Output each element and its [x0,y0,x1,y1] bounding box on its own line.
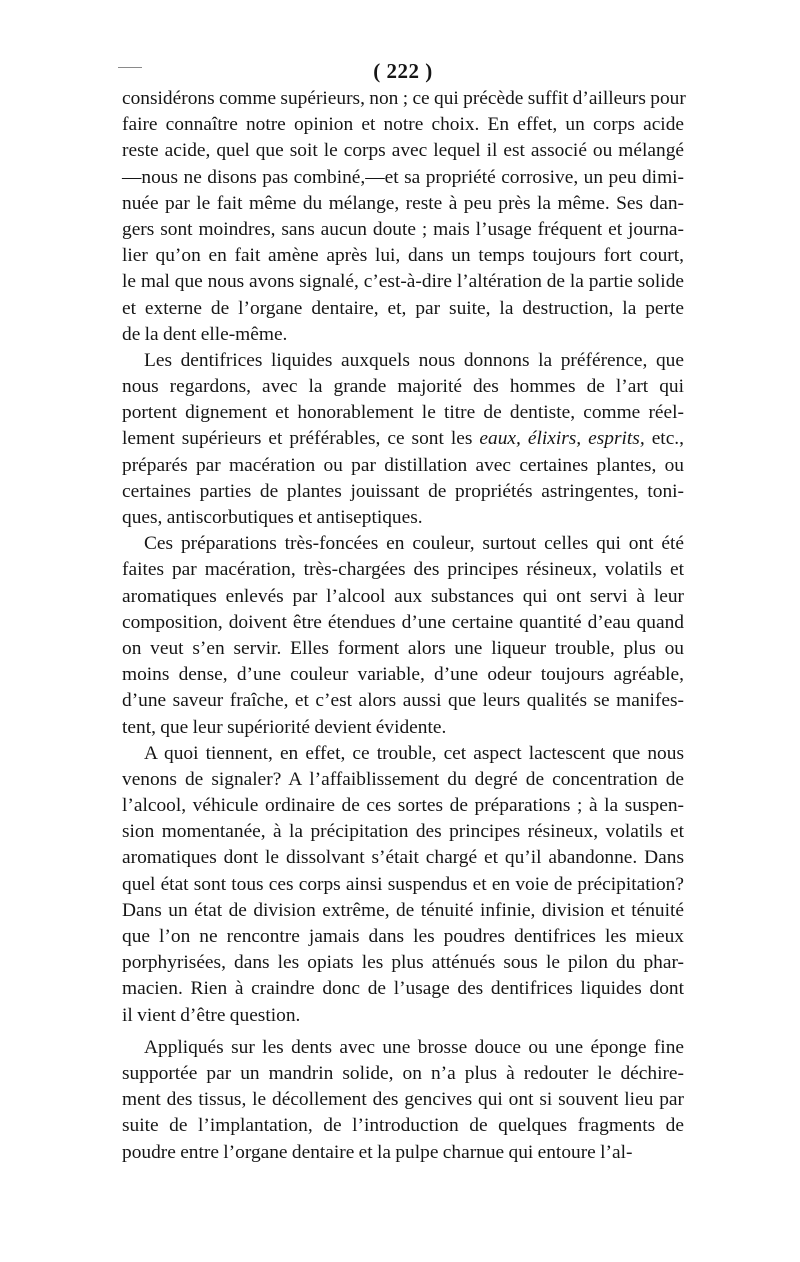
paragraph [122,1035,684,1166]
text-line: gers sont moindres, sans aucun doute ; mais l’usage fréquent et journa- [122,218,684,240]
text-line: supportée par un mandrin solide, on n’a plus à redouter le déchire- [122,1062,684,1084]
text-line: nous regardons, avec la grande majorité des hommes de l’art qui [122,376,684,398]
text-line: tent, que leur supériorité devient évidente. [122,716,447,738]
text-line: venons de signaler? A l’affaiblissement du degré de concentration de [122,768,684,790]
text-line: de la dent elle-même. [122,323,288,345]
text-line: l’alcool, véhicule ordinaire de ces sortes de préparations ; à la suspen- [122,795,684,817]
text-line: on veut s’en servir. Elles forment alors une liqueur trouble, plus ou [122,637,684,659]
text-line: quel état sont tous ces corps ainsi suspendus et en voie de précipitation? [122,873,684,895]
text-line: faire connaître notre opinion et notre choix. En effet, un corps acide [122,114,684,136]
text-line: poudre entre l’organe dentaire et la pulpe charnue qui entoure l’al- [122,1141,633,1163]
text-line: portent dignement et honorablement le titre de dentiste, comme réel- [122,402,684,424]
paragraph [122,86,684,348]
text-line: A quoi tiennent, en effet, ce trouble, cet aspect lactescent que nous [144,742,684,764]
paragraph [122,531,684,741]
text-line: que l’on ne rencontre jamais dans les poudres dentifrices les mieux [122,926,684,947]
page-number: ( 222 ) [373,59,433,83]
text-line [122,426,684,452]
text-line: certaines parties de plantes jouissant de propriétés astringentes, toni- [122,480,684,502]
text-line: aromatiques dont le dissolvant s’était chargé et qu’il abandonne. Dans [122,847,684,869]
text-line: et externe de l’organe dentaire, et, par suite, la destruction, la perte [122,297,684,319]
text-line: il vient d’être question. [122,1004,301,1026]
text-line: Les dentifrices liquides auxquels nous donnons la préférence, que [144,349,684,371]
body-text [122,86,684,1166]
line-tail: etc., [644,428,684,450]
text-line: Ces préparations très-foncées en couleur, surtout celles qui ont été [144,533,684,555]
text-line: d’une saveur fraîche, et c’est alors aussi que leurs qualités se manifes- [122,690,684,712]
text-line: faites par macération, très-chargées des principes résineux, volatils et [122,559,684,581]
text-line: suite de l’implantation, de l’introduction de quelques fragments de [122,1115,684,1137]
text-line: moins dense, d’une couleur variable, d’une odeur toujours agréable, [122,664,684,686]
text-line: Dans un état de division extrême, de ténuité infinie, division et ténuité [122,899,684,921]
italic-terms: eaux, élixirs, esprits, [479,428,645,450]
text-line: —nous ne disons pas combiné,—et sa propriété corrosive, un peu dimi- [122,166,684,188]
text-line: ment des tissus, le décollement des gencives qui ont si souvent lieu par [122,1089,684,1111]
text-line: nuée par le fait même du mélange, reste à peu près la même. Ses dan- [122,192,684,214]
text-line: aromatiques enlevés par l’alcool aux substances qui ont servi à leur [122,585,684,607]
text-line: macien. Rien à craindre donc de l’usage des dentifrices liquides dont [122,978,684,1000]
text-line: ques, antiscorbutiques et antiseptiques. [122,507,423,528]
text-line: reste acide, quel que soit le corps avec lequel il est associé ou mélangé [122,140,684,162]
text-line: préparés par macération ou par distillation avec certaines plantes, ou [122,454,684,476]
text-line: porphyrisées, dans les opiats les plus atténués sous le pilon du phar- [122,952,684,974]
line-head: lement supérieurs et préférables, ce sont les [122,428,480,450]
text-line: Appliqués sur les dents avec une brosse douce ou une éponge fine [144,1036,684,1058]
text-line: composition, doivent être étendues d’une certaine quantité d’eau quand [122,611,684,633]
book-page [122,56,684,1166]
paragraph [122,348,684,531]
text-line: le mal que nous avons signalé, c’est-à-dire l’altération de la partie solide [122,271,684,293]
text-line: sion momentanée, à la précipitation des principes résineux, volatils et [122,821,684,843]
text-line: lier qu’on en fait amène après lui, dans un temps toujours fort court, [122,245,684,267]
paragraph [122,741,684,1029]
text-line: considérons comme supérieurs, non ; ce qui précède suffit d’ailleurs pour [122,88,686,109]
